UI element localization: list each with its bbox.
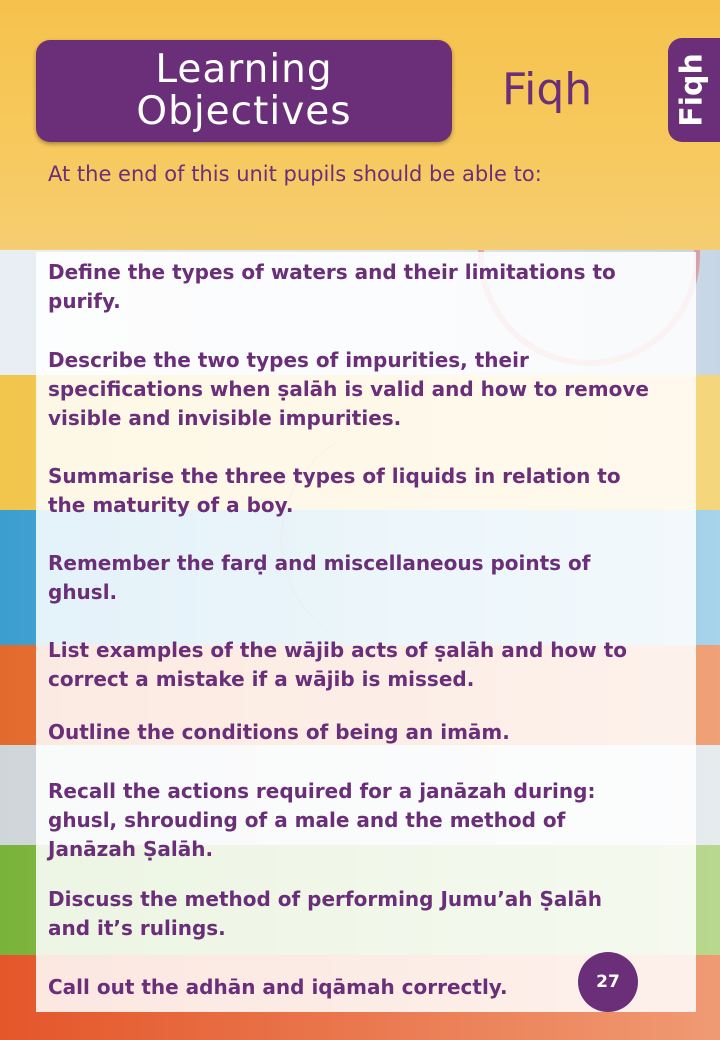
objective-line: correct a mistake if a wājib is missed. [48,667,475,691]
objective-line: ghusl, shrouding of a male and the method of [48,808,566,832]
objective-line: and it’s rulings. [48,916,226,940]
objective-item [48,777,688,864]
objective-item [48,462,688,520]
objective-line: Outline the conditions of being an imām. [48,720,510,744]
objective-line: Remember the farḍ and miscellaneous points of [48,551,591,575]
objective-line: Define the types of waters and their limitations to [48,260,616,284]
objective-line: Janāzah Ṣalāh. [48,837,214,861]
title-line-1: Learning [155,47,333,92]
objective-item [48,549,688,607]
objective-item [48,346,688,433]
objective-line: Discuss the method of performing Jumu’ah Ṣalāh [48,887,602,911]
objective-line: Recall the actions required for a janāzah during: [48,779,596,803]
objective-line: Call out the adhān and iqāmah correctly. [48,975,508,999]
side-tab [668,38,720,142]
objective-item [48,258,688,316]
objective-line: visible and invisible impurities. [48,406,402,430]
objective-line: Summarise the three types of liquids in relation to [48,464,621,488]
objective-line: Describe the two types of impurities, their [48,348,529,372]
objective-line: ghusl. [48,580,118,604]
title-line-2: Objectives [136,89,352,134]
objective-line: purify. [48,289,121,313]
intro-text: At the end of this unit pupils should be able to: [48,162,542,186]
page-number-badge: 27 [578,952,638,1012]
subject-heading: Fiqh [502,64,593,115]
objective-item [48,885,688,943]
objective-line: specifications when ṣalāh is valid and how to remove [48,377,649,401]
objective-item [48,636,688,694]
objective-item [48,718,688,747]
objective-line: the maturity of a boy. [48,493,294,517]
objective-line: List examples of the wājib acts of ṣalāh and how to [48,638,627,662]
title-box [36,40,452,142]
side-tab-label: Fiqh [674,53,710,127]
